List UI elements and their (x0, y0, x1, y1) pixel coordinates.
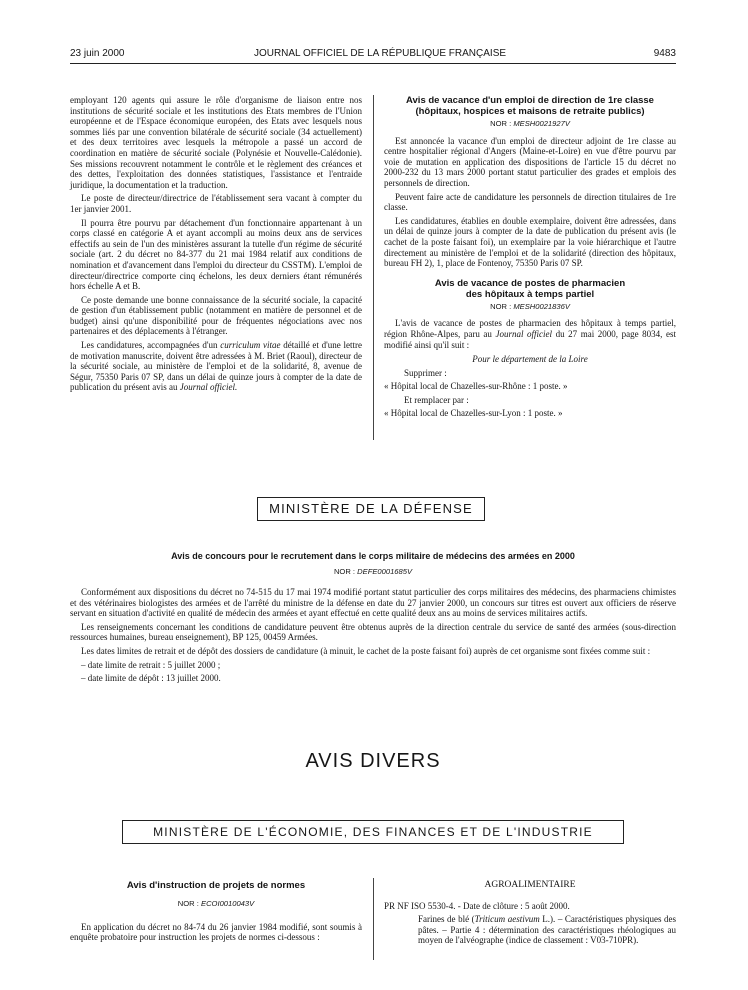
header-journal-title: JOURNAL OFFICIEL DE LA RÉPUBLIQUE FRANÇAISE (253, 48, 507, 59)
norm-category-heading: AGROALIMENTAIRE (484, 880, 576, 890)
paragraph: Conformément aux dispositions du décret no 74-515 du 17 mai 1974 modifié portant statut particulier des corps militaires des médecins, des pharmaciens chimistes et des vétérinaires biologistes des armées et de l'arrêté du ministre de la défense en date du 27 janvier 2000, un concours sur titres est ouvert aux officiers de réserve servant en situation d'activité en qualité de médecin des armées et ayant effectué en cette qualité deux ans au moins de services militaires actifs. (70, 587, 676, 619)
nor-code: MESH0021836V (513, 301, 570, 311)
right-column-top (384, 95, 676, 422)
notice-title: Avis de vacance d'un emploi de direction de 1re classe (406, 95, 654, 106)
nor-reference (384, 302, 676, 313)
text-run: détaillé et d'une lettre de motivation manuscrite, doivent être adressées à M. Briet (Raoul), directeur de la sécurité sociale, au ministère de l'emploi et de la solidarité, 8, avenue de Ségur, 75350 Paris 07 SP, dans un délai de quinze jours à compter de la date de publication du présent avis au (70, 340, 362, 393)
text-run: L'avis de vacance de postes de pharmacien des hôpitaux à temps partiel, région Rhône-Alpes, paru au (384, 318, 676, 339)
paragraph: Et remplacer par : (404, 394, 469, 405)
paragraph (384, 318, 676, 350)
norm-description (384, 914, 676, 946)
nor-label: NOR : (490, 301, 514, 311)
paragraph: Supprimer : (404, 367, 447, 378)
text-run: du 27 mai 2000, page 8034, est modifié ainsi qu'il suit : (384, 328, 676, 350)
text-run: Farines de blé ( (418, 914, 475, 925)
nor-reference (70, 567, 676, 576)
text-run-italic: Pour le département de la Loire (472, 354, 588, 365)
left-column-bottom (70, 880, 362, 946)
paragraph: En application du décret no 84-74 du 26 janvier 1984 modifié, sont soumis à enquête probatoire pour instruction les projets de normes ci-dessous : (70, 921, 362, 943)
paragraph: « Hôpital local de Chazelles-sur-Rhône : 1 poste. » (384, 381, 568, 392)
paragraph: « Hôpital local de Chazelles-sur-Lyon : 1 poste. » (384, 408, 563, 419)
paragraph (70, 340, 362, 393)
nor-label: NOR : (490, 119, 514, 128)
nor-label: NOR : (177, 899, 201, 908)
text-run: Les candidatures, accompagnées d'un (81, 340, 221, 351)
notice-subtitle: des hôpitaux à temps partiel (465, 288, 595, 300)
paragraph: Les renseignements concernant les conditions de candidature peuvent être obtenus auprès de la direction centrale du service de santé des armées (sous-direction ressources humaines, bureau enseignement), BP 125, 00459 Armées. (70, 621, 676, 643)
nor-code: ECOI0010043V (201, 899, 255, 908)
header-rule (70, 63, 676, 64)
nor-code: DEFE0001685V (357, 567, 413, 576)
right-column-bottom (384, 880, 676, 949)
paragraph: Il pourra être pourvu par détachement d'un fonctionnaire appartenant à un corps classé en catégorie A et ayant accompli au moins deux ans de services effectifs au sein de l'un des ministères assurant la tutelle d'un régime de sécurité sociale (art. 2 du décret no 84-377 du 21 mai 1984 relatif aux conditions de nomination et d'avancement dans l'emploi du directeur du CSSTM). L'emploi de directeur/directrice comporte cinq échelons, les deux derniers étant rémunérés hors échelle A et B. (70, 217, 362, 292)
section-heading-avis-divers: AVIS DIVERS (305, 750, 441, 772)
text-run: L.). – Caractéristiques physiques des pâtes. – Partie 4 : détermination des caractéristiques rhéologiques au moyen de l'alvéographe (indice de classement : V03-710PR). (418, 914, 677, 946)
nor-reference (384, 119, 676, 130)
text-run-italic: Journal officiel. (179, 382, 238, 393)
paragraph: Ce poste demande une bonne connaissance de la sécurité sociale, la capacité de gestion d'un établissement public (notamment en matière de personnel et de budget) ainsi qu'une disponibilité pour de fréquentes négociations avec nos partenaires et des déplacements à l'étranger. (70, 294, 362, 337)
ministry-box-defense: MINISTÈRE DE LA DÉFENSE (257, 497, 485, 521)
notice-title: Avis d'instruction de projets de normes (126, 880, 306, 891)
paragraph: Les candidatures, établies en double exemplaire, doivent être adressées, dans un délai de quinze jours à compter de la date de publication du présent avis (le cachet de la poste faisant foi), un exemplaire par la voie hiérarchique et l'autre directement au ministère de l'emploi et de la solidarité (direction des hôpitaux, bureau FH 2), 1, place de Fontenoy, 75350 Paris 07 SP. (384, 215, 676, 269)
paragraph: Les dates limites de retrait et de dépôt des dossiers de candidature (à minuit, le cachet de la poste faisant foi) auprès de cet organisme sont fixées comme suit : (81, 645, 651, 656)
nor-reference (70, 899, 362, 910)
text-run-italic: Journal officiel (495, 328, 553, 339)
paragraph: Peuvent faire acte de candidature les personnels de direction titulaires de 1re classe. (384, 191, 676, 213)
header-date: 23 juin 2000 (70, 48, 125, 59)
paragraph: Le poste de directeur/directrice de l'établissement sera vacant à compter du 1er janvier 2001. (70, 193, 362, 214)
concours-title: Avis de concours pour le recrutement dans le corps militaire de médecins des armées en 2000 (171, 551, 575, 561)
nor-label: NOR : (333, 567, 358, 576)
department-heading (384, 354, 676, 365)
norm-reference: PR NF ISO 5530-4. - Date de clôture : 5 août 2000. (384, 900, 570, 911)
deadline-item: – date limite de dépôt : 13 juillet 2000. (81, 673, 221, 684)
deadline-item: – date limite de retrait : 5 juillet 2000 ; (81, 659, 221, 670)
header-page-number: 9483 (653, 48, 676, 59)
text-run-italic: curriculum vitae (220, 340, 281, 351)
notice-subtitle: (hôpitaux, hospices et maisons de retraite publics) (415, 106, 645, 117)
defense-body (70, 587, 676, 687)
column-divider (373, 878, 374, 960)
left-column-top (70, 95, 362, 396)
ministry-box-economie: MINISTÈRE DE L'ÉCONOMIE, DES FINANCES ET DE L'INDUSTRIE (122, 820, 624, 844)
paragraph: employant 120 agents qui assure le rôle d'organisme de liaison entre nos institutions de sécurité sociale et les institutions des Etats membres de l'Union européenne et de l'Espace économique européen, des Etats avec lesquels nous sommes liés par une convention bilatérale de sécurité sociale (34 actuellement) et des deux territoires avec lesquels la métropole a passé un accord de coordination en matière de sécurité sociale (Polynésie et Nouvelle-Calédonie). Ses missions recouvrent notamment le contrôle et le règlement des créances et des dettes, l'exploitation des données statistiques, l'assistance et l'entraide juridique, la documentation et la traduction. (70, 95, 362, 190)
notice-title: Avis de vacance de postes de pharmacien (434, 277, 626, 289)
nor-code: MESH0021927V (513, 119, 570, 128)
column-divider (373, 95, 374, 440)
paragraph: Est annoncée la vacance d'un emploi de directeur adjoint de 1re classe au centre hospitalier régional d'Angers (Maine-et-Loire) en vue d'être pourvu par voie de mutation en application des dispositions de l'article 15 du décret no 2000-232 du 13 mars 2000 portant statut particulier des grades et emplois des personnels de direction. (384, 135, 676, 188)
text-run-italic: Triticum aestivum (474, 914, 540, 925)
